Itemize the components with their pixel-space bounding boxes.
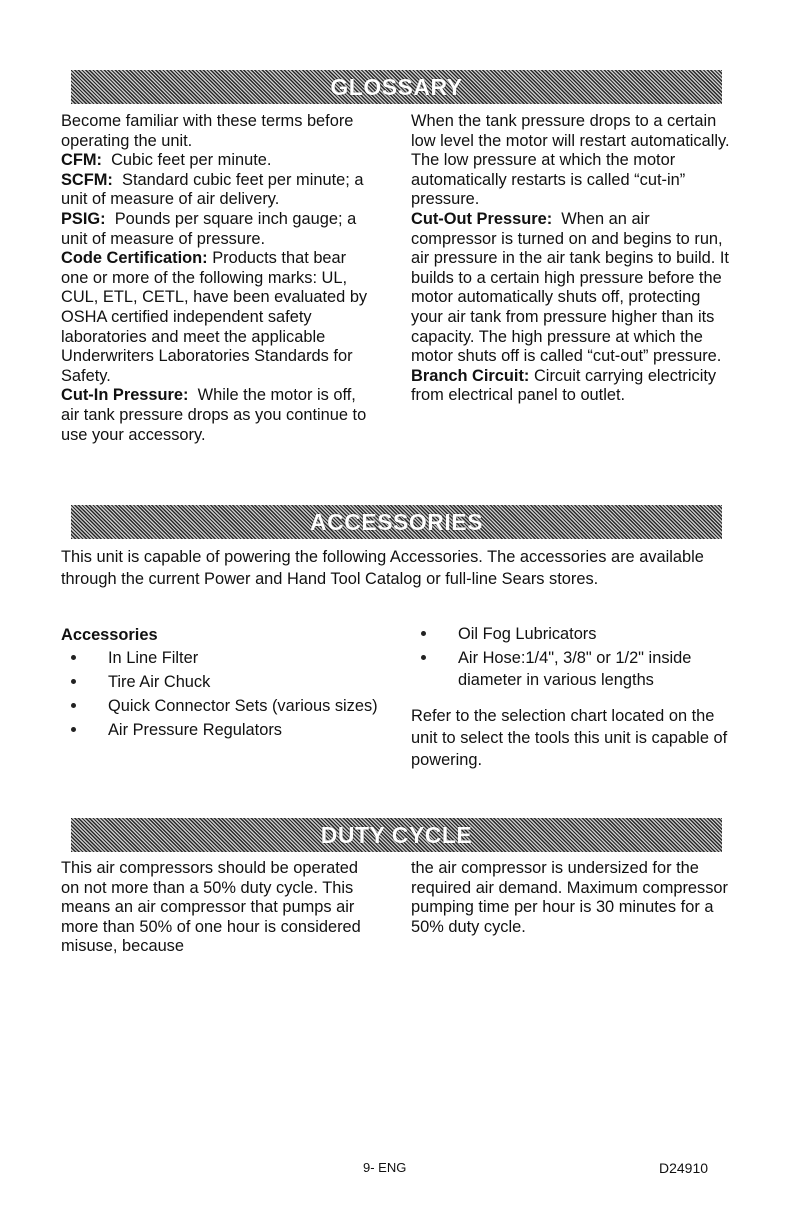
list-item: Air Hose:1/4", 3/8" or 1/2" inside diameter in various lengths xyxy=(411,647,736,691)
duty-cycle-right-column xyxy=(411,859,736,937)
term-cfm: CFM: xyxy=(61,151,102,170)
def-scfm: Standard cubic feet per minute; a unit of measure of air delivery. xyxy=(61,170,364,209)
def-psig: Pounds per square inch gauge; a unit of measure of pressure. xyxy=(61,209,357,248)
list-item: In Line Filter xyxy=(61,647,381,669)
list-item: Oil Fog Lubricators xyxy=(411,623,736,645)
term-cut-out: Cut-Out Pressure: xyxy=(411,209,553,228)
def-cut-in-continued: When the tank pressure drops to a certain low level the motor will restart automatically. The low pressure at which the motor automatically restarts is called “cut-in” pressure. xyxy=(411,112,730,209)
def-cut-out: When an air compressor is turned on and begins to run, air pressure in the air tank begins to build. It builds to a certain high pressure before the motor automatically shuts off, protecting your air tank from pressure higher than its capacity. The high pressure at which the motor shuts off is called “cut-out” pressure. xyxy=(411,209,729,366)
glossary-entry-cut-out xyxy=(411,210,733,367)
accessories-intro: This unit is capable of powering the following Accessories. The accessories are available through the current Power and Hand Tool Catalog or full-line Sears stores. xyxy=(61,548,704,588)
accessories-right-list xyxy=(411,623,736,691)
duty-cycle-title: DUTY CYCLE xyxy=(320,821,473,848)
glossary-entry-code-certification xyxy=(61,249,377,386)
list-item: Tire Air Chuck xyxy=(61,671,381,693)
duty-cycle-left-column xyxy=(61,859,379,957)
glossary-entry-cut-in xyxy=(61,386,377,445)
glossary-entry-cfm xyxy=(61,151,377,171)
glossary-right-column xyxy=(411,112,733,406)
accessories-title: ACCESSORIES xyxy=(310,508,483,535)
term-scfm: SCFM: xyxy=(61,170,113,189)
def-cut-in: While the motor is off, air tank pressure drops as you continue to use your accessory. xyxy=(61,386,367,444)
glossary-entry-branch-circuit xyxy=(411,367,733,406)
duty-cycle-left-text: This air compressors should be operated on not more than a 50% duty cycle. This means an air compressor that pumps air more than 50% of one hour is considered misuse, because xyxy=(61,859,361,956)
accessories-intro-block xyxy=(61,546,741,590)
term-code-certification: Code Certification: xyxy=(61,249,208,268)
def-branch-circuit: Circuit carrying electricity from electrical panel to outlet. xyxy=(411,366,717,405)
list-item: Air Pressure Regulators xyxy=(61,719,381,741)
accessories-heading: Accessories xyxy=(61,626,158,644)
accessories-right-column xyxy=(411,623,736,771)
glossary-title: GLOSSARY xyxy=(330,73,463,100)
duty-cycle-banner xyxy=(71,818,722,852)
glossary-left-column xyxy=(61,112,377,445)
term-psig: PSIG: xyxy=(61,209,106,228)
document-code: D24910 xyxy=(659,1160,709,1176)
glossary-banner xyxy=(71,70,722,104)
duty-cycle-right-text: the air compressor is undersized for the required air demand. Maximum compressor pumping time per hour is 30 minutes for a 50% duty cycle. xyxy=(411,859,729,936)
glossary-entry-psig xyxy=(61,210,377,249)
term-branch-circuit: Branch Circuit: xyxy=(411,366,530,385)
accessories-banner xyxy=(71,505,722,539)
accessories-left-column xyxy=(61,623,381,743)
accessories-note: Refer to the selection chart located on the unit to select the tools this unit is capable of powering. xyxy=(411,707,728,769)
term-cut-in: Cut-In Pressure: xyxy=(61,386,189,405)
def-cfm: Cubic feet per minute. xyxy=(111,151,272,170)
glossary-entry-scfm xyxy=(61,171,377,210)
accessories-left-list xyxy=(61,647,381,741)
page-number: 9- ENG xyxy=(363,1160,407,1175)
glossary-intro: Become familiar with these terms before operating the unit. xyxy=(61,112,354,150)
list-item: Quick Connector Sets (various sizes) xyxy=(61,695,381,717)
def-code-certification: Products that bear one or more of the following marks: UL, CUL, ETL, CETL, have been evaluated by OSHA certified independent safety laboratories and meet the applicable Underwriters Laboratories Standards for Safety. xyxy=(61,249,368,385)
